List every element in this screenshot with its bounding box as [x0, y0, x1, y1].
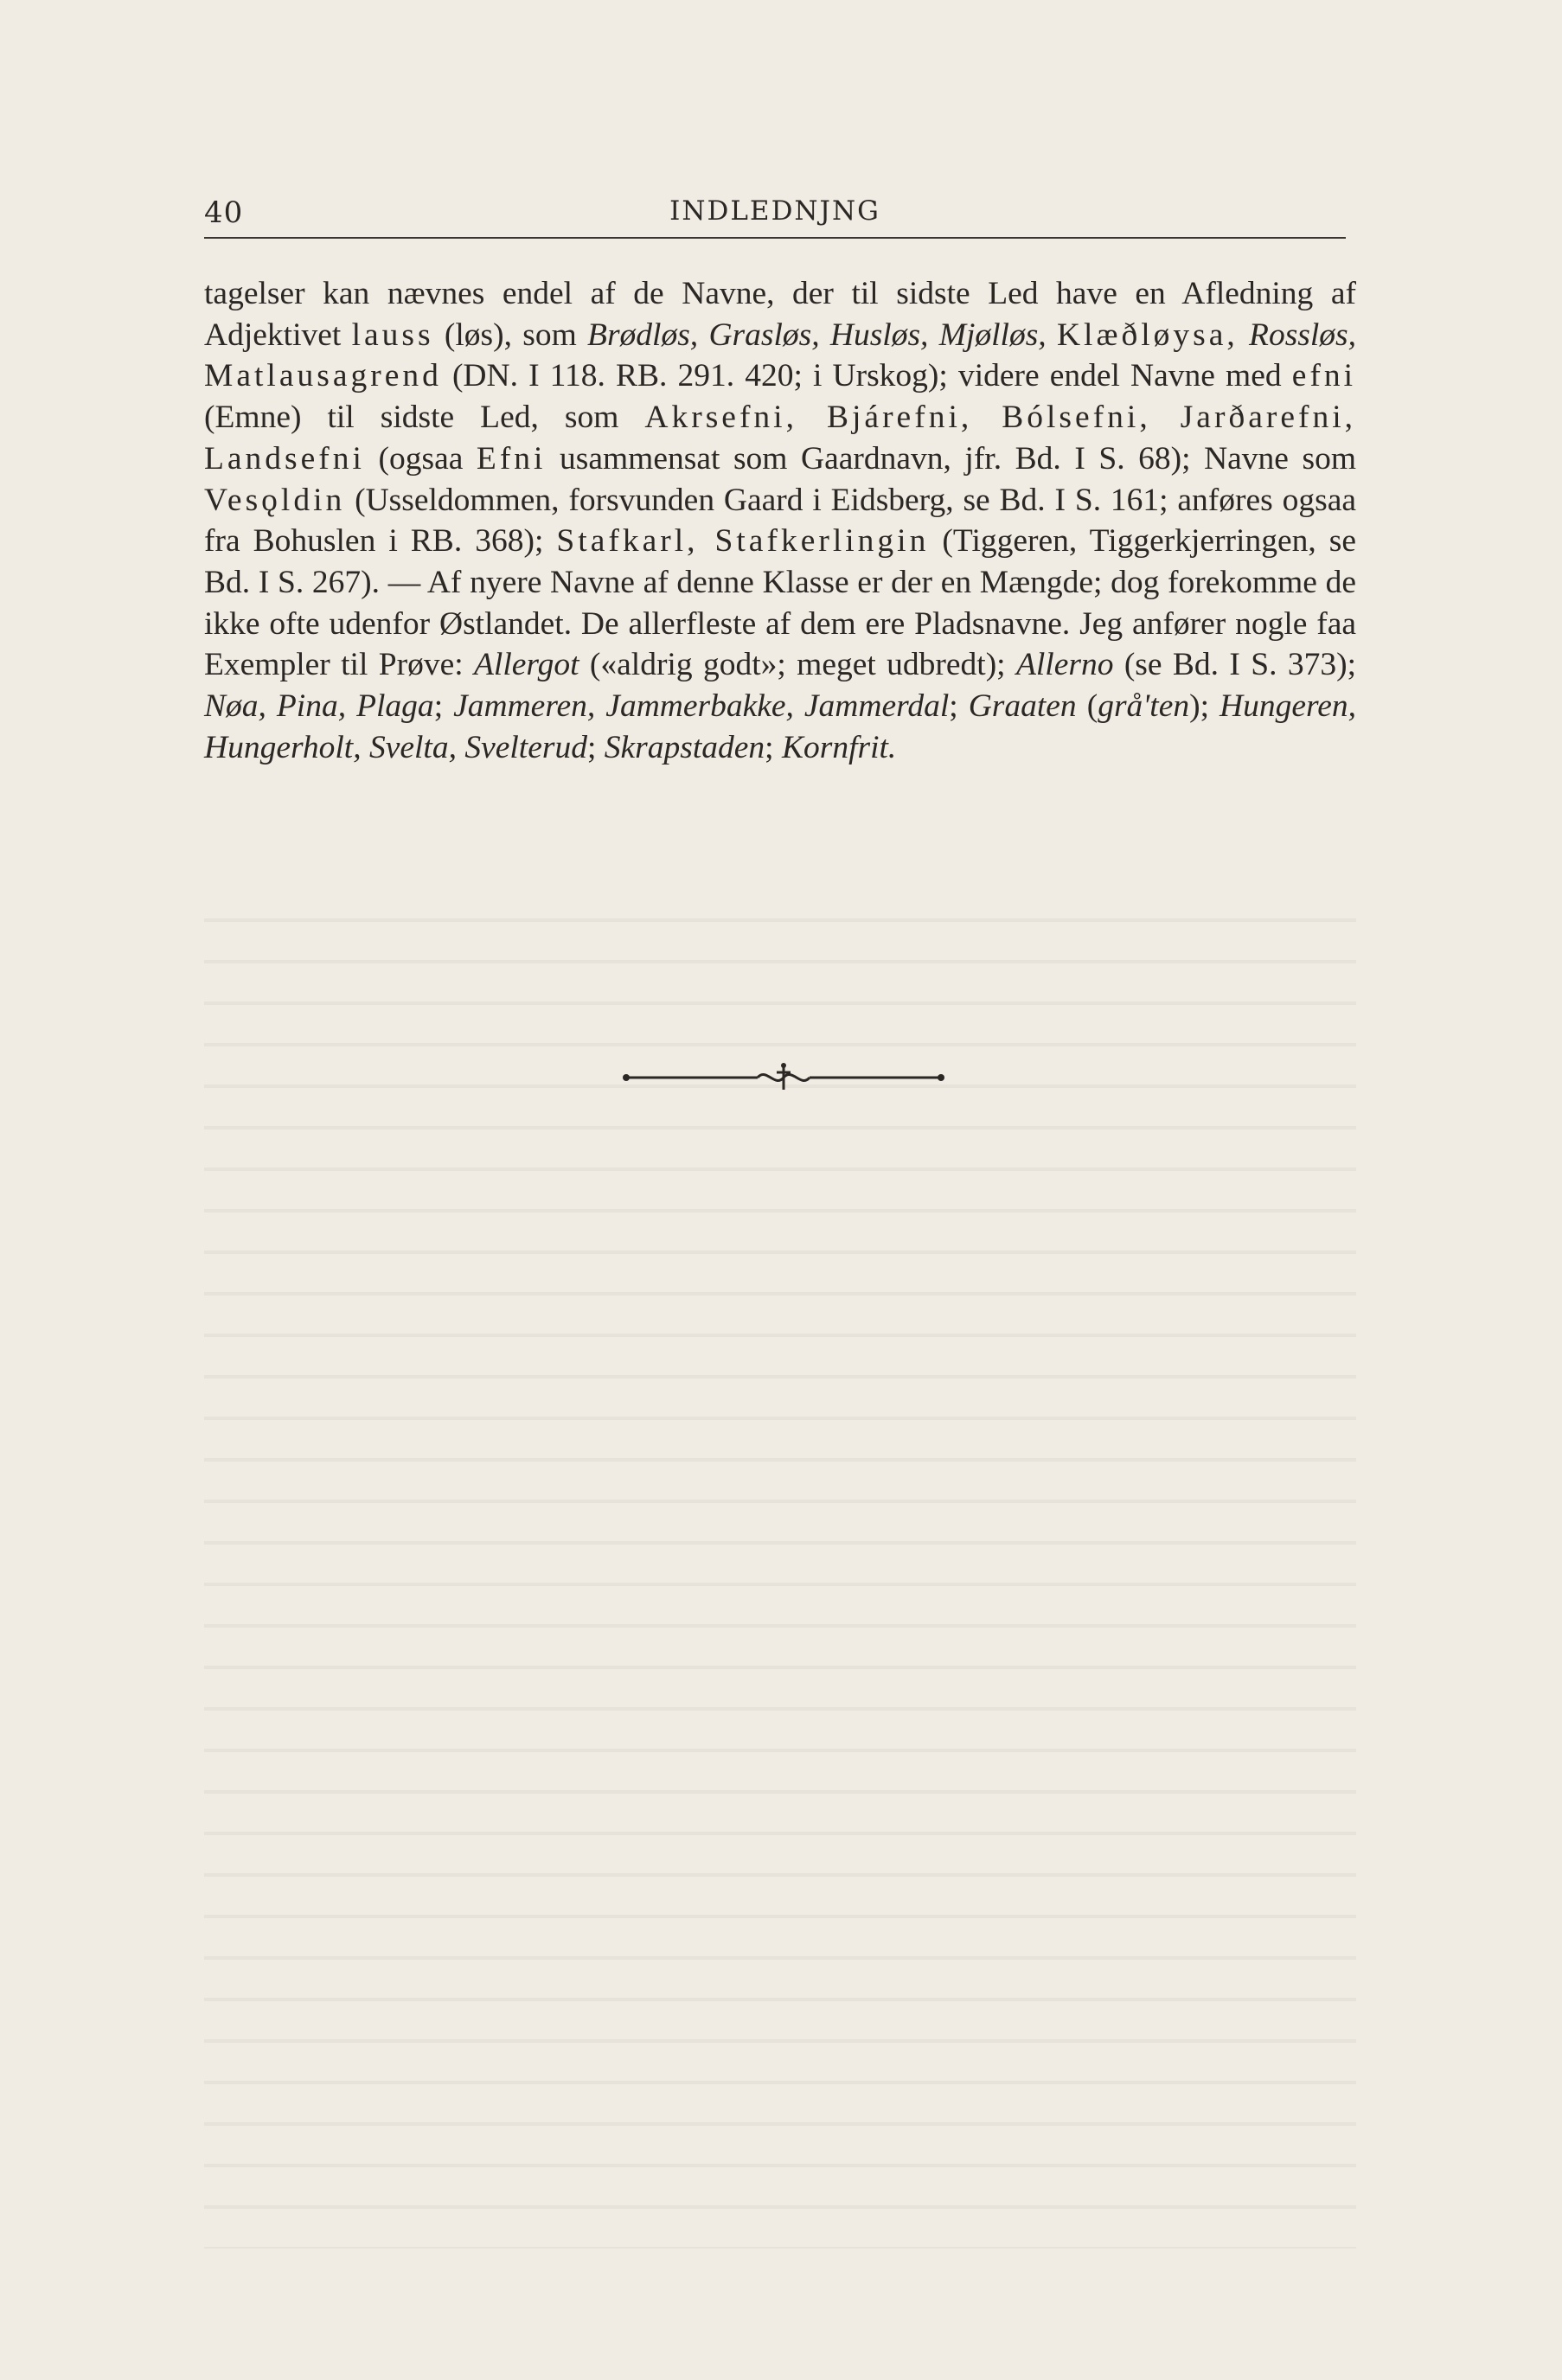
- italic-run: Hungeren, Hungerholt, Svelta, Svelterud: [204, 688, 1356, 765]
- italic-run: Brødløs, Grasløs, Husløs, Mjølløs,: [587, 317, 1047, 353]
- italic-run: Rossløs,: [1249, 317, 1357, 353]
- spaced-run: Klæðløysa,: [1056, 317, 1239, 353]
- text-run: [1047, 317, 1057, 353]
- italic-run: Nøa, Pina, Plaga: [204, 688, 434, 725]
- page-number: 40: [204, 195, 244, 230]
- spaced-run: Stafkarl, Stafkerlingin: [556, 523, 930, 560]
- italic-run: Skrapstaden: [604, 729, 765, 765]
- page-header: [204, 194, 1346, 239]
- text-run: ;: [586, 729, 605, 765]
- show-through-texture: [204, 899, 1356, 2249]
- body-paragraph: [204, 273, 1356, 768]
- text-run: (DN. I 118. RB. 291. 420; i Urskog); videre endel Navne med: [441, 358, 1292, 394]
- text-run: (Tiggeren, Tiggerkjerringen, se Bd. I S. 267). — Af nyere Navne af denne Klasse er der en Mængde; dog forekomme de ikke ofte udenfor Østlandet. De allerfleste af dem ere Pladsnavne. Jeg anfører nogle faa Exempler til Prøve:: [204, 523, 1357, 683]
- italic-run: grå'ten: [1098, 688, 1190, 725]
- spaced-run: lauss: [351, 317, 434, 353]
- text-run: ;: [433, 688, 454, 725]
- text-run: (se Bd. I S. 373);: [1113, 647, 1356, 683]
- text-run: tagelser kan nævnes endel af de Navne, der til sidste Led have en Afledning af Adjektivet: [204, 276, 1356, 353]
- running-head: INDLEDNJNG: [669, 195, 880, 227]
- italic-run: Jammeren, Jammerbakke, Jammerdal: [453, 688, 950, 725]
- text-run: );: [1189, 688, 1220, 725]
- text-run: (løs), som: [433, 317, 588, 353]
- text-run: ;: [949, 688, 969, 725]
- spaced-run: Efni: [476, 440, 547, 477]
- italic-run: Kornfrit.: [781, 729, 897, 765]
- spaced-run: Vesǫldin: [204, 482, 346, 518]
- spaced-run: Matlausagrend: [204, 358, 442, 394]
- italic-run: Allergot: [474, 647, 579, 683]
- text-run: [1239, 317, 1249, 353]
- italic-run: Graaten: [968, 688, 1077, 725]
- spaced-run: Akrsefni, Bjárefni, Bólsefni, Jarðarefni, Landsefni: [204, 400, 1356, 477]
- spaced-run: efni: [1291, 358, 1356, 394]
- text-run: usammensat som Gaardnavn, jfr. Bd. I S. 68); Navne som: [546, 440, 1356, 477]
- text-run: («aldrig godt»; meget udbredt);: [579, 647, 1016, 683]
- text-run: (Usseldommen, forsvunden Gaard i Eidsberg, se Bd. I S. 161; anføres ogsaa fra Bohuslen i RB. 368);: [204, 482, 1356, 560]
- italic-run: Allerno: [1015, 647, 1114, 683]
- text-run: (: [1076, 688, 1098, 725]
- text-run: (Emne) til sidste Led, som: [204, 400, 645, 436]
- scroll-ornament-icon: [619, 1060, 948, 1095]
- text-run: (ogsaa: [364, 440, 477, 477]
- text-run: ;: [765, 729, 782, 765]
